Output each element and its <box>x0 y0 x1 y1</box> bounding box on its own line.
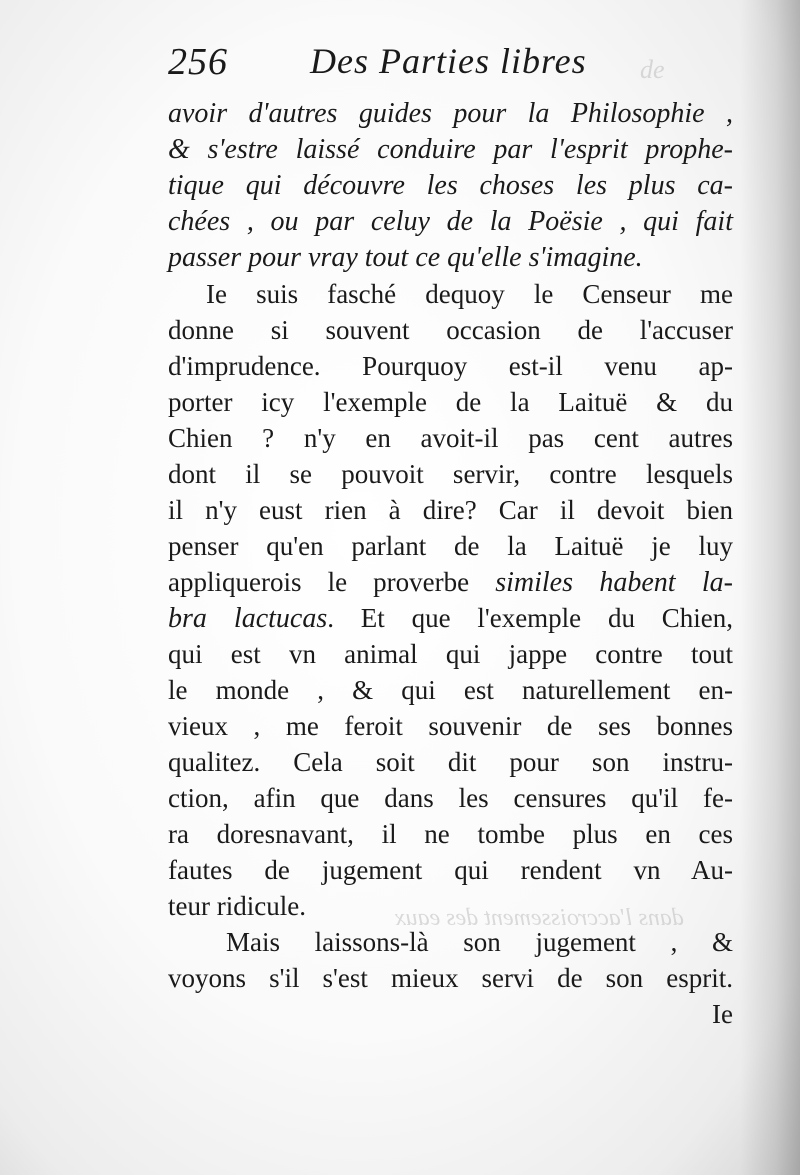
text-line: donne si souvent occasion de l'accuser <box>168 315 733 345</box>
text-line: porter icy l'exemple de la Laituë & du <box>168 387 733 417</box>
text-line: qualitez. Cela soit dit pour son instru- <box>168 747 733 777</box>
italic-line: passer pour vray tout ce qu'elle s'imagine. <box>168 242 643 273</box>
latin-proverb: similes habent la- <box>495 567 734 598</box>
running-header <box>168 40 608 90</box>
latin-proverb: bra lactucas <box>168 603 328 634</box>
text-line: fautes de jugement qui rendent vn Au- <box>168 855 733 885</box>
italic-line: chées , ou par celuy de la Poësie , qui fait <box>168 206 733 237</box>
italic-line: & s'estre laissé conduire par l'esprit prophe- <box>168 134 733 165</box>
text-line: d'imprudence. Pourquoy est-il venu ap- <box>168 351 733 381</box>
text-line: voyons s'il s'est mieux servi de son esprit. <box>168 963 733 993</box>
italic-line: tique qui découvre les choses les plus ca- <box>168 170 733 201</box>
text-line: qui est vn animal qui jappe contre tout <box>168 639 733 669</box>
text-line: le monde , & qui est naturellement en- <box>168 675 733 705</box>
page-gutter-shadow <box>740 0 800 1175</box>
text-line: Chien ? n'y en avoit-il pas cent autres <box>168 423 733 453</box>
text-line: vieux , me feroit souvenir de ses bonnes <box>168 711 733 741</box>
italic-line: avoir d'autres guides pour la Philosophie , <box>168 98 733 129</box>
paragraph-first-line: Mais laissons-là son jugement , & <box>226 927 733 957</box>
text-line: ra doresnavant, il ne tombe plus en ces <box>168 819 733 849</box>
text-line: teur ridicule. <box>168 891 306 921</box>
text-line: ction, afin que dans les censures qu'il fe- <box>168 783 733 813</box>
text-segment: appliquerois le proverbe <box>168 567 496 597</box>
page-number: 256 <box>168 41 228 83</box>
text-segment: . Et que l'exemple du Chien, <box>327 603 733 633</box>
show-through-text: de <box>640 55 665 84</box>
text-line: penser qu'en parlant de la Laituë je luy <box>168 531 733 561</box>
text-line: il n'y eust rien à dire? Car il devoit bien <box>168 495 733 525</box>
body-text <box>168 96 733 1032</box>
show-through-text: dans l'accroissement des eaux <box>395 905 684 931</box>
paragraph-first-line: Ie suis fasché dequoy le Censeur me <box>206 279 733 309</box>
proverb-line-continued <box>168 600 733 636</box>
catchword: Ie <box>712 999 733 1029</box>
text-line: dont il se pouvoit servir, contre lesquels <box>168 459 733 489</box>
proverb-line <box>168 564 733 600</box>
running-title: Des Parties libres <box>310 41 587 81</box>
